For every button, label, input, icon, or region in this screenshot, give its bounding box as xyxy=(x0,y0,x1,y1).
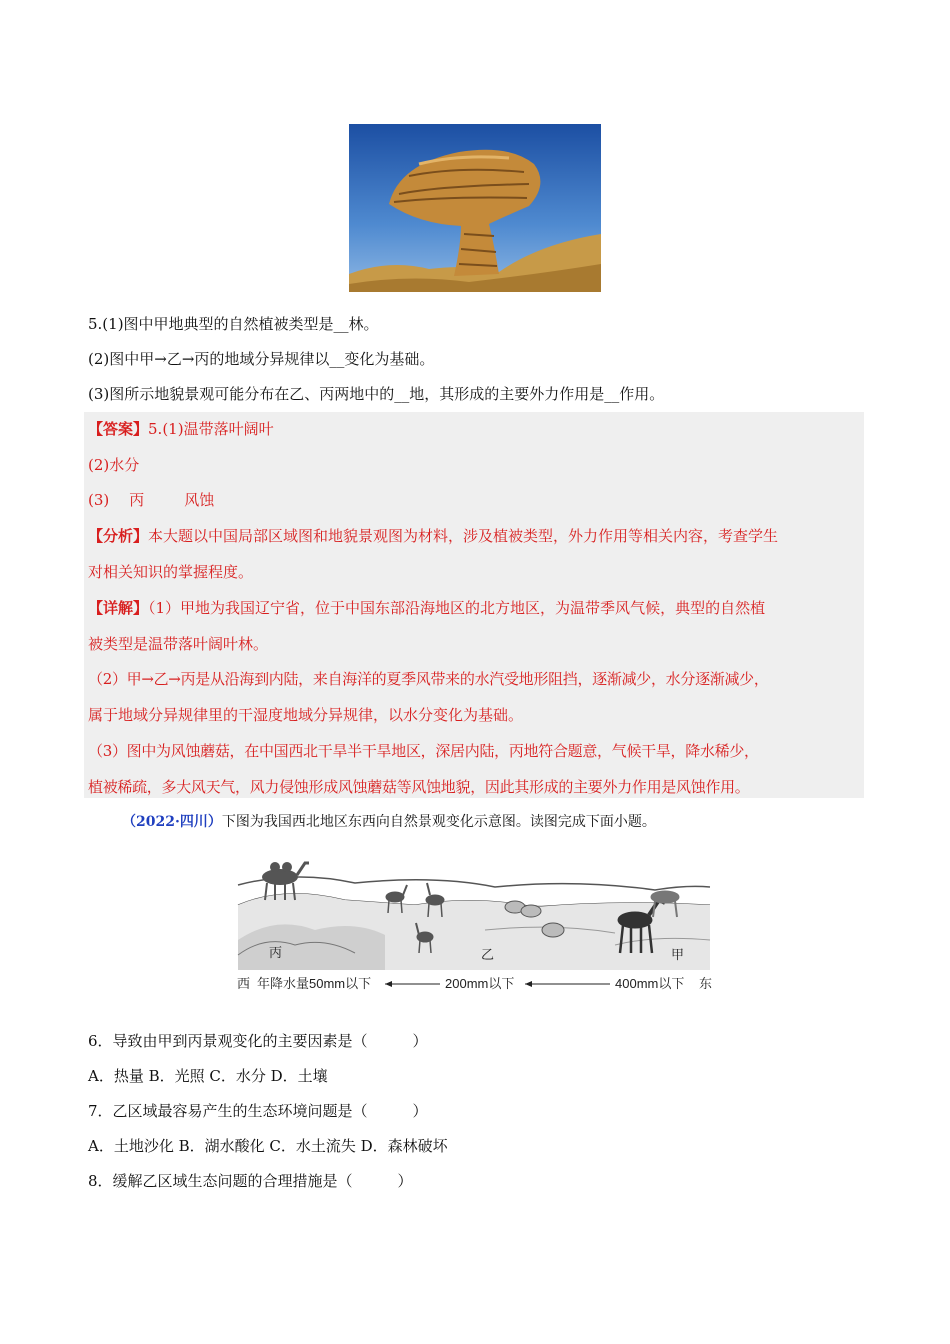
detail-tag: 【详解】 xyxy=(88,599,149,617)
label-precip-2: 200mm以下 xyxy=(445,976,515,991)
analysis-text-2: 对相关知识的掌握程度。 xyxy=(88,563,254,581)
answer-3 xyxy=(88,490,214,510)
detail-2-2: 属于地域分异规律里的干湿度地域分异规律，以水分变化为基础。 xyxy=(88,706,524,724)
label-bing: 丙 xyxy=(269,945,283,960)
answer-3-label: (3) xyxy=(88,491,110,509)
label-yi: 乙 xyxy=(481,947,495,962)
question-8: 8．缓解乙区域生态问题的合理措施是（ ） xyxy=(88,1172,413,1190)
label-precip-3: 400mm以下 xyxy=(615,976,685,991)
analysis-text-1: 本大题以中国局部区域图和地貌景观图为材料，涉及植被类型，外力作用等相关内容，考查学生 xyxy=(148,527,779,545)
answer-tag: 【答案】 xyxy=(88,420,149,438)
label-precip-1: 年降水量50mm以下 xyxy=(257,976,372,991)
q5-line-1: 5.(1)图中甲地典型的自然植被类型是__林。 xyxy=(88,315,379,333)
answer-3-value-2: 风蚀 xyxy=(184,491,215,509)
answer-3-value-1: 丙 xyxy=(129,491,145,509)
detail-1-1: （1）甲地为我国辽宁省，位于中国东部沿海地区的北方地区，为温带季风气候，典型的自然植 xyxy=(148,599,766,617)
label-east: 东 xyxy=(699,976,713,991)
intro-text: 下图为我国西北地区东西向自然景观变化示意图。读图完成下面小题。 xyxy=(221,814,656,830)
detail-1-2: 被类型是温带落叶阔叶林。 xyxy=(88,635,269,653)
analysis-line-1 xyxy=(88,526,778,546)
intro-source: （2022·四川） xyxy=(122,814,222,830)
question-7-options: A．土地沙化 B．湖水酸化 C．水土流失 D．森林破坏 xyxy=(88,1137,448,1155)
detail-3-2: 植被稀疏，多大风天气，风力侵蚀形成风蚀蘑菇等风蚀地貌，因此其形成的主要外力作用是风蚀作用。 xyxy=(88,778,750,796)
detail-3-1: （3）图中为风蚀蘑菇，在中国西北干旱半干旱地区，深居内陆，丙地符合题意，气候干旱，降水稀少， xyxy=(88,742,759,760)
question-6: 6．导致由甲到丙景观变化的主要因素是（ ） xyxy=(88,1032,428,1050)
label-west: 西 xyxy=(237,976,251,991)
q5-line-2: (2)图中甲→乙→丙的地域分异规律以__变化为基础。 xyxy=(88,350,435,368)
rock-formation-photo xyxy=(349,124,601,292)
detail-line-1 xyxy=(88,598,765,618)
answer-2: (2)水分 xyxy=(88,456,140,474)
answer-1: 5.(1)温带落叶阔叶 xyxy=(148,420,274,438)
detail-2-1: （2）甲→乙→丙是从沿海到内陆，来自海洋的夏季风带来的水汽受地形阻挡，逐渐减少，水分逐渐减少， xyxy=(88,670,769,688)
question-7: 7．乙区域最容易产生的生态环境问题是（ ） xyxy=(88,1102,428,1120)
landscape-diagram xyxy=(235,845,715,995)
analysis-tag: 【分析】 xyxy=(88,527,149,545)
question-6-options: A．热量 B．光照 C．水分 D．土壤 xyxy=(88,1067,328,1085)
q5-line-3: (3)图所示地貌景观可能分布在乙、丙两地中的__地，其形成的主要外力作用是__作用。 xyxy=(88,385,665,403)
label-jia: 甲 xyxy=(671,947,685,962)
answer-line xyxy=(88,419,274,439)
intro-line xyxy=(122,812,656,832)
